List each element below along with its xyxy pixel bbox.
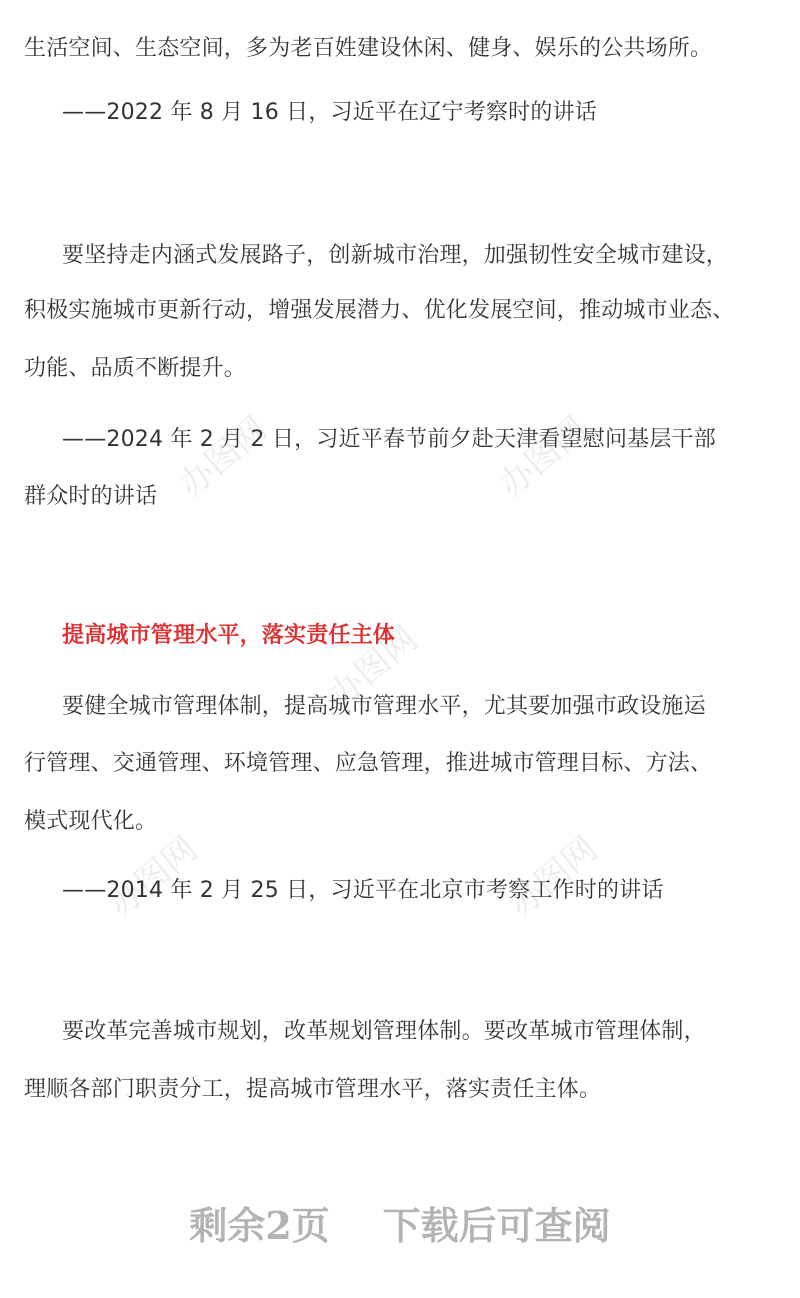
paragraph-line: 要改革完善城市规划，改革规划管理体制。要改革城市管理体制，: [62, 1019, 706, 1044]
paragraph-line: 理顺各部门职责分工，提高城市管理水平，落实责任主体。: [24, 1077, 602, 1102]
paragraph-line: 行管理、交通管理、环境管理、应急管理，推进城市管理目标、方法、: [24, 751, 713, 776]
watermark: 办图网: [171, 409, 276, 506]
paragraph-line: 积极实施城市更新行动，增强发展潜力、优化发展空间，推动城市业态、: [24, 298, 735, 323]
section-heading: 提高城市管理水平，落实责任主体: [62, 623, 396, 648]
paragraph-line: 生活空间、生态空间，多为老百姓建设休闲、健身、娱乐的公共场所。: [24, 36, 713, 61]
watermark: 办图网: [321, 619, 426, 716]
quote-source: ——2022 年 8 月 16 日，习近平在辽宁考察时的讲话: [62, 100, 597, 125]
paragraph-line: 模式现代化。: [24, 809, 158, 834]
watermark: 办图网: [501, 829, 606, 926]
paragraph-line: 要坚持走内涵式发展路子，创新城市治理，加强韧性安全城市建设，: [62, 243, 729, 268]
quote-source: 群众时的讲话: [24, 484, 158, 509]
paragraph-line: 要健全城市管理体制，提高城市管理水平，尤其要加强市政设施运: [62, 694, 706, 719]
quote-source: ——2014 年 2 月 25 日，习近平在北京市考察工作时的讲话: [62, 878, 664, 903]
paragraph-line: 功能、品质不断提升。: [24, 356, 247, 381]
watermark: 办图网: [491, 409, 596, 506]
quote-source: ——2024 年 2 月 2 日，习近平春节前夕赴天津看望慰问基层干部: [62, 427, 716, 452]
download-prompt[interactable]: 剩余2页 下载后可查阅: [189, 1203, 611, 1248]
watermark: 办图网: [101, 829, 206, 926]
